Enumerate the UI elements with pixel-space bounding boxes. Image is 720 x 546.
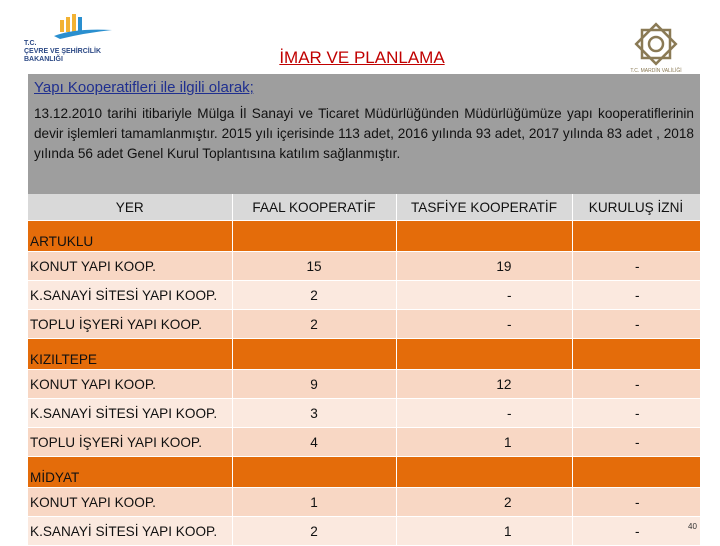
faal-count: 2 — [232, 310, 396, 339]
section-subtitle: Yapı Kooperatifleri ile ilgili olarak; — [34, 79, 254, 96]
ministry-name — [24, 40, 144, 64]
intro-paragraph: 13.12.2010 tarihi itibariyle Mülga İl Sanayi ve Ticaret Müdürlüğünden Müdürlüğümüze yapı kooperatiflerinin devir işlemleri tamamlanmıştır. 2015 yılı içerisinde 113 adet, 2016 yılında 93 adet, 2017 yılında 83 adet , 2018 yılında 56 adet Genel Kurul Toplantısına katılım sağlanmıştır. — [34, 106, 694, 161]
table-row — [28, 488, 700, 517]
page-number: 40 — [688, 522, 697, 531]
faal-count: 4 — [232, 428, 396, 457]
cooperative-type: KONUT YAPI KOOP. — [28, 488, 232, 517]
table-header-row — [28, 194, 700, 221]
tasfiye-count: - — [396, 281, 572, 310]
column-header: TASFİYE KOOPERATİF — [396, 194, 572, 221]
tasfiye-count: 1 — [396, 517, 572, 546]
tasfiye-count: 2 — [396, 488, 572, 517]
group-row — [28, 339, 700, 370]
table-row — [28, 428, 700, 457]
ministry-line: ÇEVRE VE ŞEHİRCİLİK — [24, 48, 102, 55]
table-row — [28, 517, 700, 546]
kurulus-count: - — [572, 281, 700, 310]
kurulus-count: - — [572, 399, 700, 428]
group-cell — [396, 339, 572, 370]
kurulus-count: - — [572, 370, 700, 399]
faal-count: 2 — [232, 517, 396, 546]
ministry-logo-icon — [54, 14, 114, 40]
group-cell — [232, 221, 396, 252]
table-row — [28, 370, 700, 399]
group-cell — [572, 457, 700, 488]
faal-count: 9 — [232, 370, 396, 399]
page-title: İMAR VE PLANLAMA — [279, 48, 445, 67]
ministry-line: BAKANLIĞI — [24, 56, 63, 63]
cooperative-type: KONUT YAPI KOOP. — [28, 370, 232, 399]
group-cell — [232, 457, 396, 488]
cooperatives-table — [28, 194, 701, 546]
column-header: FAAL KOOPERATİF — [232, 194, 396, 221]
governorship-emblem-icon — [622, 20, 690, 68]
group-cell — [572, 221, 700, 252]
tasfiye-count: 19 — [396, 252, 572, 281]
kurulus-count: - — [572, 310, 700, 339]
intro-panel — [28, 74, 700, 196]
tasfiye-count: 12 — [396, 370, 572, 399]
kurulus-count: - — [572, 517, 700, 546]
ministry-line: T.C. — [24, 40, 37, 47]
table-row — [28, 399, 700, 428]
cooperative-type: K.SANAYİ SİTESİ YAPI KOOP. — [28, 281, 232, 310]
group-row — [28, 457, 700, 488]
cooperative-type: KONUT YAPI KOOP. — [28, 252, 232, 281]
governorship-caption: T.C. MARDİN VALİLİĞİ — [630, 68, 682, 74]
group-cell — [232, 339, 396, 370]
column-header: YER — [28, 194, 232, 221]
tasfiye-count: 1 — [396, 428, 572, 457]
faal-count: 3 — [232, 399, 396, 428]
ministry-logo — [22, 12, 142, 64]
tasfiye-count: - — [396, 399, 572, 428]
group-name: KIZILTEPE — [28, 339, 232, 370]
faal-count: 15 — [232, 252, 396, 281]
kurulus-count: - — [572, 252, 700, 281]
cooperative-type: TOPLU İŞYERİ YAPI KOOP. — [28, 310, 232, 339]
kurulus-count: - — [572, 428, 700, 457]
cooperative-type: K.SANAYİ SİTESİ YAPI KOOP. — [28, 517, 232, 546]
governorship-logo — [622, 20, 690, 76]
group-cell — [396, 221, 572, 252]
kurulus-count: - — [572, 488, 700, 517]
group-name: MİDYAT — [28, 457, 232, 488]
cooperative-type: TOPLU İŞYERİ YAPI KOOP. — [28, 428, 232, 457]
group-cell — [572, 339, 700, 370]
column-header: KURULUŞ İZNİ — [572, 194, 700, 221]
faal-count: 1 — [232, 488, 396, 517]
tasfiye-count: - — [396, 310, 572, 339]
faal-count: 2 — [232, 281, 396, 310]
table-row — [28, 310, 700, 339]
group-cell — [396, 457, 572, 488]
table-row — [28, 281, 700, 310]
group-row — [28, 221, 700, 252]
cooperative-type: K.SANAYİ SİTESİ YAPI KOOP. — [28, 399, 232, 428]
table-row — [28, 252, 700, 281]
group-name: ARTUKLU — [28, 221, 232, 252]
